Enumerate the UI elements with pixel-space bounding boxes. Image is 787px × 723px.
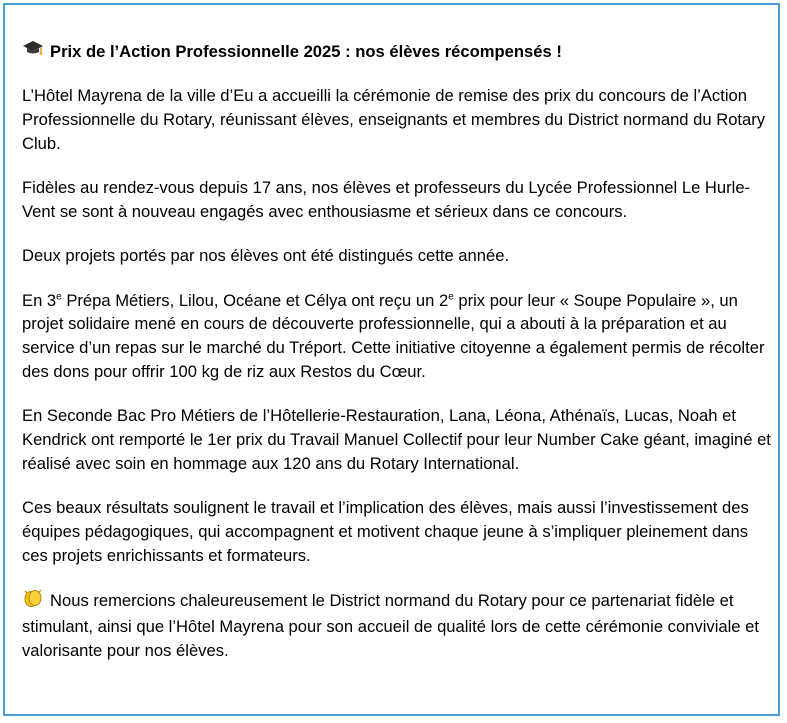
p4-sup-1: e <box>56 291 62 303</box>
article-title-text: Prix de l’Action Professionnelle 2025 : nos élèves récompensés ! <box>50 41 562 61</box>
paragraph-thanks-text: Nous remercions chaleureusement le District normand du Rotary pour ce partenariat fidèle et stimulant, ainsi que l’Hôtel Mayrena pour son accueil de qualité lors de cette cérémonie conviviale et valorisante pour nos élèves. <box>22 590 759 660</box>
paragraph-number-cake: En Seconde Bac Pro Métiers de l’Hôtellerie-Restauration, Lana, Léona, Athénaïs, Lucas, Noah et Kendrick ont remporté le 1er prix du Travail Manuel Collectif pour leur Number Cake géant, imaginé et réalisé avec soin en hommage aux 120 ans du Rotary International. <box>22 406 771 473</box>
paragraph-fidelity: Fidèles au rendez-vous depuis 17 ans, nos élèves et professeurs du Lycée Professionnel Le Hurle-Vent se sont à nouveau engagés avec enthousiasme et sérieux dans ce concours. <box>22 178 751 221</box>
article-frame <box>3 3 780 716</box>
p4-part-a: En 3 <box>22 290 57 310</box>
paragraph-soupe-populaire <box>22 289 774 384</box>
paragraph-thanks <box>22 588 774 662</box>
article-body <box>22 39 774 683</box>
paragraph-intro: L’Hôtel Mayrena de la ville d’Eu a accueilli la cérémonie de remise des prix du concours de l’Action Professionnelle du Rotary, réunissant élèves, enseignants et membres du District normand du Rotary Club. <box>22 86 766 153</box>
p4-sup-2: e <box>448 291 454 303</box>
paragraph-projects: Deux projets portés par nos élèves ont été distingués cette année. <box>22 246 510 266</box>
graduation-cap-icon <box>22 39 44 64</box>
paragraph-results: Ces beaux résultats soulignent le travail et l’implication des élèves, mais aussi l’investissement des équipes pédagogiques, qui accompagnent et motivent chaque jeune à s’impliquer pleinement dans ces projets enrichissants et formateurs. <box>22 498 749 565</box>
clapping-hands-icon <box>22 588 44 615</box>
article-title <box>22 39 774 64</box>
p4-part-b: Prépa Métiers, Lilou, Océane et Célya ont reçu un 2 <box>61 290 449 310</box>
p4-part-c: prix pour leur « Soupe Populaire », un projet solidaire mené en cours de découverte professionnelle, qui a abouti à la préparation et au service d’un repas sur le marché du Tréport. Cette initiative citoyenne a également permis de récolter des dons pour offrir 100 kg de riz aux Restos du Cœur. <box>22 290 765 381</box>
